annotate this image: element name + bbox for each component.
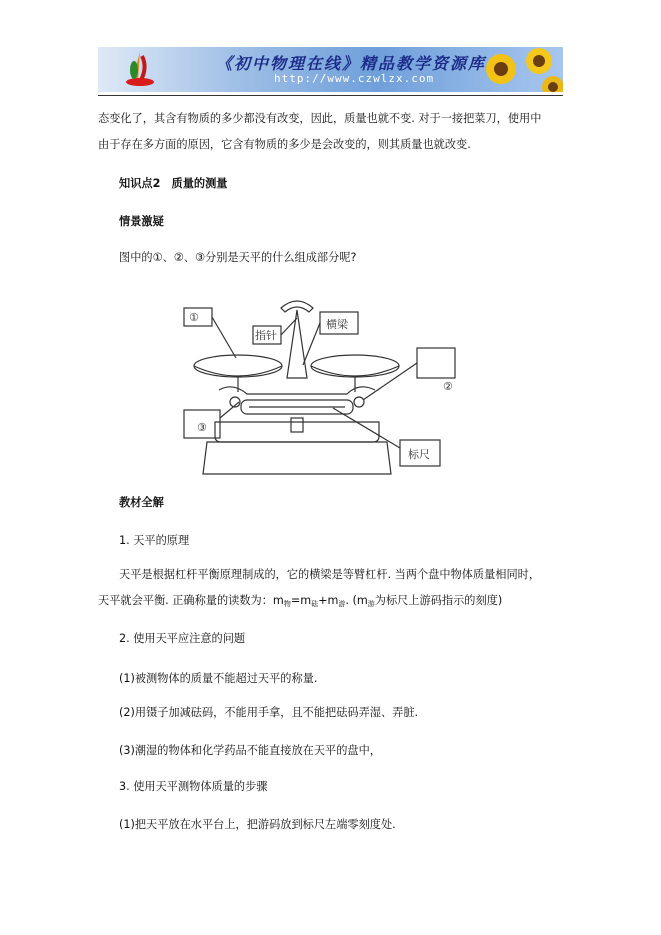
list-item: (1)被测物体的质量不能超过天平的称量. [119,672,318,685]
label-3: ③ [197,421,207,434]
pointer-label: 指针 [255,329,277,342]
beam-label: 横梁 [326,318,348,331]
header-divider [98,95,563,96]
banner-title: 《初中物理在线》精品教学资源库 [216,54,487,73]
paragraph-line: 态变化了，其含有物质的多少都没有改变，因此，质量也就不变. 对于一接把菜刀，使用中 [98,112,542,125]
list-item: (1)把天平放在水平台上，把游码放到标尺左端零刻度处. [119,818,396,831]
list-item: (3)潮湿的物体和化学药品不能直接放在天平的盘中， [119,744,381,757]
sunflower-image [483,47,563,92]
balance-diagram [183,290,461,486]
paragraph-line: 由于存在多方面的原因，它含有物质的多少是会改变的，则其质量也就改变. [98,138,471,151]
subheading: 教材全解 [119,496,164,509]
label-1: ① [189,311,199,324]
header-banner [98,47,563,92]
label-2: ② [443,380,453,393]
site-logo [122,50,158,88]
label-box-2 [417,348,455,378]
list-item-title: 2. 使用天平应注意的问题 [119,632,246,645]
list-item-title: 3. 使用天平测物体质量的步骤 [119,780,268,793]
paragraph-line: 天平是根据杠杆平衡原理制成的，它的横梁是等臂杠杆. 当两个盘中物体质量相同时， [119,568,541,581]
list-item-title: 1. 天平的原理 [119,534,190,547]
list-item: (2)用镊子加减砝码，不能用手拿，且不能把砝码弄湿、弄脏. [119,706,419,719]
subheading: 情景激疑 [119,215,164,228]
section-heading: 知识点2 质量的测量 [119,177,228,190]
scale-label: 标尺 [408,448,430,461]
question-text: 图中的①、②、③分别是天平的什么组成部分呢? [119,251,357,264]
banner-url: http://www.czwlzx.com [274,72,435,85]
formula-line: 天平就会平衡. 正确称量的读数为：$m_物=m_砝+m_游$. ($m_游$为标尺上游码指示的刻度) [98,594,503,608]
